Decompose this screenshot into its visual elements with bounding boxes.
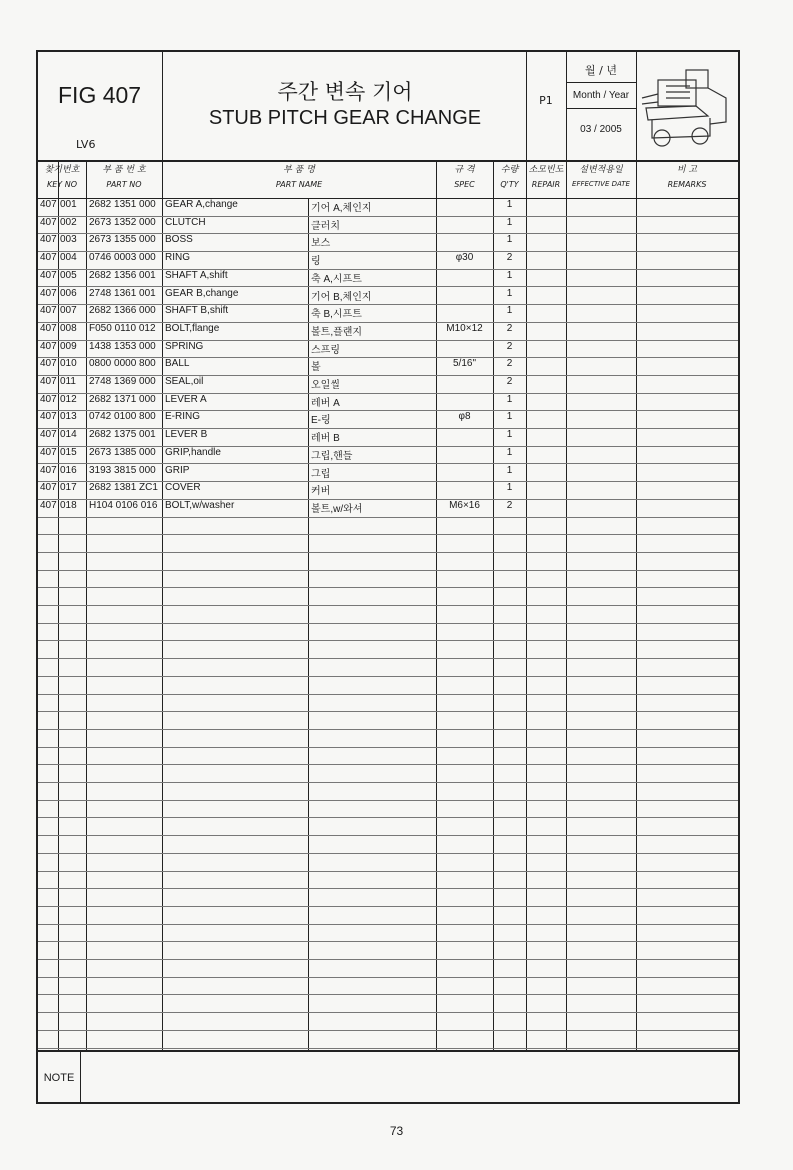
cell-key: 013 [60,411,77,423]
cell-part-no: 2748 1369 000 [89,376,156,387]
empty-row [38,924,738,943]
cell-part-no: 2682 1375 001 [89,429,156,441]
cell-fig: 407 [40,482,57,494]
empty-row [38,641,738,660]
empty-row [38,888,738,907]
table-row [38,233,738,252]
empty-row [38,959,738,978]
key-no-header: KEY NO [46,180,77,189]
table-row [38,251,738,270]
cell-name-en: BOLT,flange [165,322,220,334]
cell-name-ko: 볼트,플랜지 [311,326,363,338]
cell-name-en: SPRING [165,340,204,352]
empty-row [38,995,738,1014]
note-label: NOTE [38,1052,81,1104]
part-name-header: PART NAME [275,180,323,189]
cell-fig: 407 [40,358,57,370]
empty-row [38,623,738,642]
cell-key: 004 [60,252,77,264]
cell-name-ko: 보스 [311,238,331,250]
qty-header-korean: 수량 [500,165,519,175]
cell-name-ko: E-링 [311,415,331,427]
empty-row [38,1030,738,1049]
table-row [38,357,738,376]
empty-row [38,517,738,536]
table-row [38,446,738,465]
cell-key: 005 [60,269,77,281]
cell-key: 002 [60,216,77,228]
cell-fig: 407 [40,429,57,441]
cell-key: 018 [60,499,77,511]
cell-key: 007 [60,305,77,317]
table-row [38,393,738,412]
cell-qty: 1 [506,269,513,281]
cell-name-ko: 레버 B [311,433,340,445]
cell-qty: 2 [506,358,513,370]
cell-part-no: 2682 1351 000 [89,199,156,210]
table-row [38,375,738,394]
empty-row [38,871,738,890]
spec-header: SPEC [454,180,475,189]
cell-name-ko: 볼 [311,362,321,374]
empty-row [38,729,738,748]
cell-qty: 2 [506,252,513,264]
cell-qty: 2 [506,376,513,387]
cell-fig: 407 [40,340,57,352]
title-korean: 주간 변속 기어 [277,80,413,104]
qty-header: Q'TY [500,180,519,189]
empty-row [38,658,738,677]
cell-part-no: 1438 1353 000 [89,340,156,352]
empty-row [38,694,738,713]
cell-key: 015 [60,446,77,458]
figure-number: FIG 407 [58,82,142,108]
cell-part-no: H104 0106 016 [89,499,158,511]
table-row [38,216,738,235]
cell-name-ko: 클러치 [311,220,340,232]
empty-row [38,800,738,819]
cell-name-en: RING [165,252,190,264]
empty-row [38,977,738,996]
table-row [38,198,738,217]
cell-qty: 1 [506,305,513,317]
cell-qty: 1 [506,429,513,441]
empty-row [38,906,738,925]
remarks-header-korean: 비 고 [676,165,698,175]
cell-part-no: 3193 3815 000 [89,464,156,476]
cell-qty: 1 [506,446,513,458]
cell-part-no: 0746 0003 000 [89,252,156,264]
empty-row [38,941,738,960]
parts-sheet [36,50,740,1104]
cell-fig: 407 [40,269,57,281]
cell-part-no: 2682 1371 000 [89,393,156,405]
cell-key: 009 [60,340,77,352]
cell-name-en: BALL [165,358,190,370]
empty-row [38,1012,738,1031]
cell-name-ko: 볼트,w/와셔 [311,503,363,515]
empty-row [38,570,738,589]
cell-name-ko: 축 A,시프트 [311,273,362,285]
table-row [38,499,738,518]
cell-spec: M10×12 [446,322,483,334]
cell-fig: 407 [40,376,57,387]
empty-row [38,605,738,624]
cell-key: 006 [60,287,77,299]
cell-qty: 2 [506,322,513,334]
cell-qty: 1 [506,287,513,299]
part-no-header-korean: 부 품 번 호 [102,165,146,175]
cell-name-en: GEAR A,change [165,199,238,210]
cell-fig: 407 [40,305,57,317]
table-row [38,464,738,483]
cell-spec: 5/16" [452,358,476,370]
cell-fig: 407 [40,287,57,299]
cell-name-en: GRIP,handle [165,446,221,458]
effective-date-header-korean: 설변적용일 [579,165,623,175]
cell-name-en: E-RING [165,411,200,423]
combine-harvester-illustration [638,58,734,154]
title-english: STUB PITCH GEAR CHANGE [208,107,482,129]
empty-row [38,835,738,854]
empty-row [38,818,738,837]
cell-key: 012 [60,393,77,405]
cell-name-en: LEVER B [165,429,208,441]
cell-name-ko: 링 [311,256,321,268]
cell-key: 001 [60,199,77,210]
cell-key: 003 [60,234,77,246]
cell-name-ko: 오일씰 [311,380,340,391]
table-row [38,269,738,288]
cell-name-en: GRIP [165,464,190,476]
cell-part-no: 2682 1381 ZC1 [89,482,158,494]
empty-row [38,853,738,872]
empty-row [38,747,738,766]
sheet-header [38,52,738,162]
cell-name-en: SHAFT B,shift [165,305,229,317]
cell-fig: 407 [40,446,57,458]
repair-header: REPAIR [531,180,561,189]
empty-row [38,552,738,571]
cell-fig: 407 [40,252,57,264]
cell-name-ko: 레버 A [311,397,340,409]
cell-qty: 1 [506,482,513,494]
cell-name-ko: 기어 A,체인지 [311,203,372,214]
parts-table-body [38,198,738,1050]
cell-name-ko: 축 B,시프트 [311,309,362,321]
table-row [38,340,738,359]
part-no-header: PART NO [106,180,142,189]
cell-name-en: BOLT,w/washer [165,499,235,511]
cell-part-no: 2682 1366 000 [89,305,156,317]
cell-fig: 407 [40,464,57,476]
cell-key: 010 [60,358,77,370]
cell-qty: 2 [506,340,513,352]
cell-name-en: GEAR B,change [165,287,239,299]
issue-date: 03 / 2005 [580,124,622,135]
cell-qty: 2 [506,499,513,511]
cell-qty: 1 [506,199,513,210]
table-row [38,481,738,500]
model-code: LV6 [76,138,96,151]
month-year-english: Month / Year [572,90,630,101]
cell-qty: 1 [506,411,513,423]
cell-key: 016 [60,464,77,476]
table-row [38,428,738,447]
cell-qty: 1 [506,234,513,246]
part-name-header-korean: 부 품 명 [283,165,315,175]
cell-name-en: LEVER A [165,393,207,405]
cell-qty: 1 [506,393,513,405]
cell-part-no: 2682 1356 001 [89,269,156,281]
cell-part-no: 2673 1385 000 [89,446,156,458]
key-no-header-korean: 찾기번호 [44,165,80,175]
page-code: P1 [539,94,553,107]
cell-name-en: CLUTCH [165,216,206,228]
cell-fig: 407 [40,322,57,334]
repair-header-korean: 소모빈도 [528,165,564,175]
cell-name-ko: 스프링 [311,344,340,356]
column-headers [38,160,738,199]
empty-row [38,711,738,730]
spec-header-korean: 규 격 [454,165,475,175]
remarks-header: REMARKS [667,180,707,189]
empty-row [38,676,738,695]
cell-part-no: 0742 0100 800 [89,411,156,423]
cell-fig: 407 [40,199,57,210]
cell-part-no: 2748 1361 001 [89,287,156,299]
cell-name-ko: 커버 [311,486,331,498]
cell-name-en: SEAL,oil [165,376,204,387]
cell-key: 014 [60,429,77,441]
cell-spec: M6×16 [449,499,480,511]
cell-spec: φ30 [455,252,474,264]
empty-row [38,782,738,801]
cell-name-ko: 그립,핸들 [311,450,353,462]
cell-key: 008 [60,322,77,334]
cell-fig: 407 [40,411,57,423]
cell-part-no: 0800 0000 800 [89,358,156,370]
empty-row [38,587,738,606]
cell-spec: φ8 [458,411,471,423]
cell-part-no: F050 0110 012 [89,322,156,334]
table-row [38,410,738,429]
empty-row [38,764,738,783]
cell-name-en: SHAFT A,shift [165,269,228,281]
cell-name-ko: 그립 [311,468,331,480]
month-year-box [566,52,636,160]
note-section [38,1050,738,1104]
cell-part-no: 2673 1352 000 [89,216,156,228]
cell-name-ko: 기어 B,체인지 [311,291,372,303]
cell-qty: 1 [506,216,513,228]
cell-fig: 407 [40,393,57,405]
table-row [38,287,738,306]
page-number: 73 [389,1124,404,1138]
cell-qty: 1 [506,464,513,476]
cell-fig: 407 [40,234,57,246]
cell-fig: 407 [40,499,57,511]
cell-name-en: BOSS [165,234,193,246]
month-year-korean: 월 / 년 [585,64,617,77]
table-row [38,304,738,323]
table-row [38,322,738,341]
cell-fig: 407 [40,216,57,228]
effective-date-header: EFFECTIVE DATE [572,180,630,188]
cell-key: 011 [60,376,76,387]
cell-part-no: 2673 1355 000 [89,234,156,246]
cell-key: 017 [60,482,77,494]
cell-name-en: COVER [165,482,201,494]
empty-row [38,534,738,553]
